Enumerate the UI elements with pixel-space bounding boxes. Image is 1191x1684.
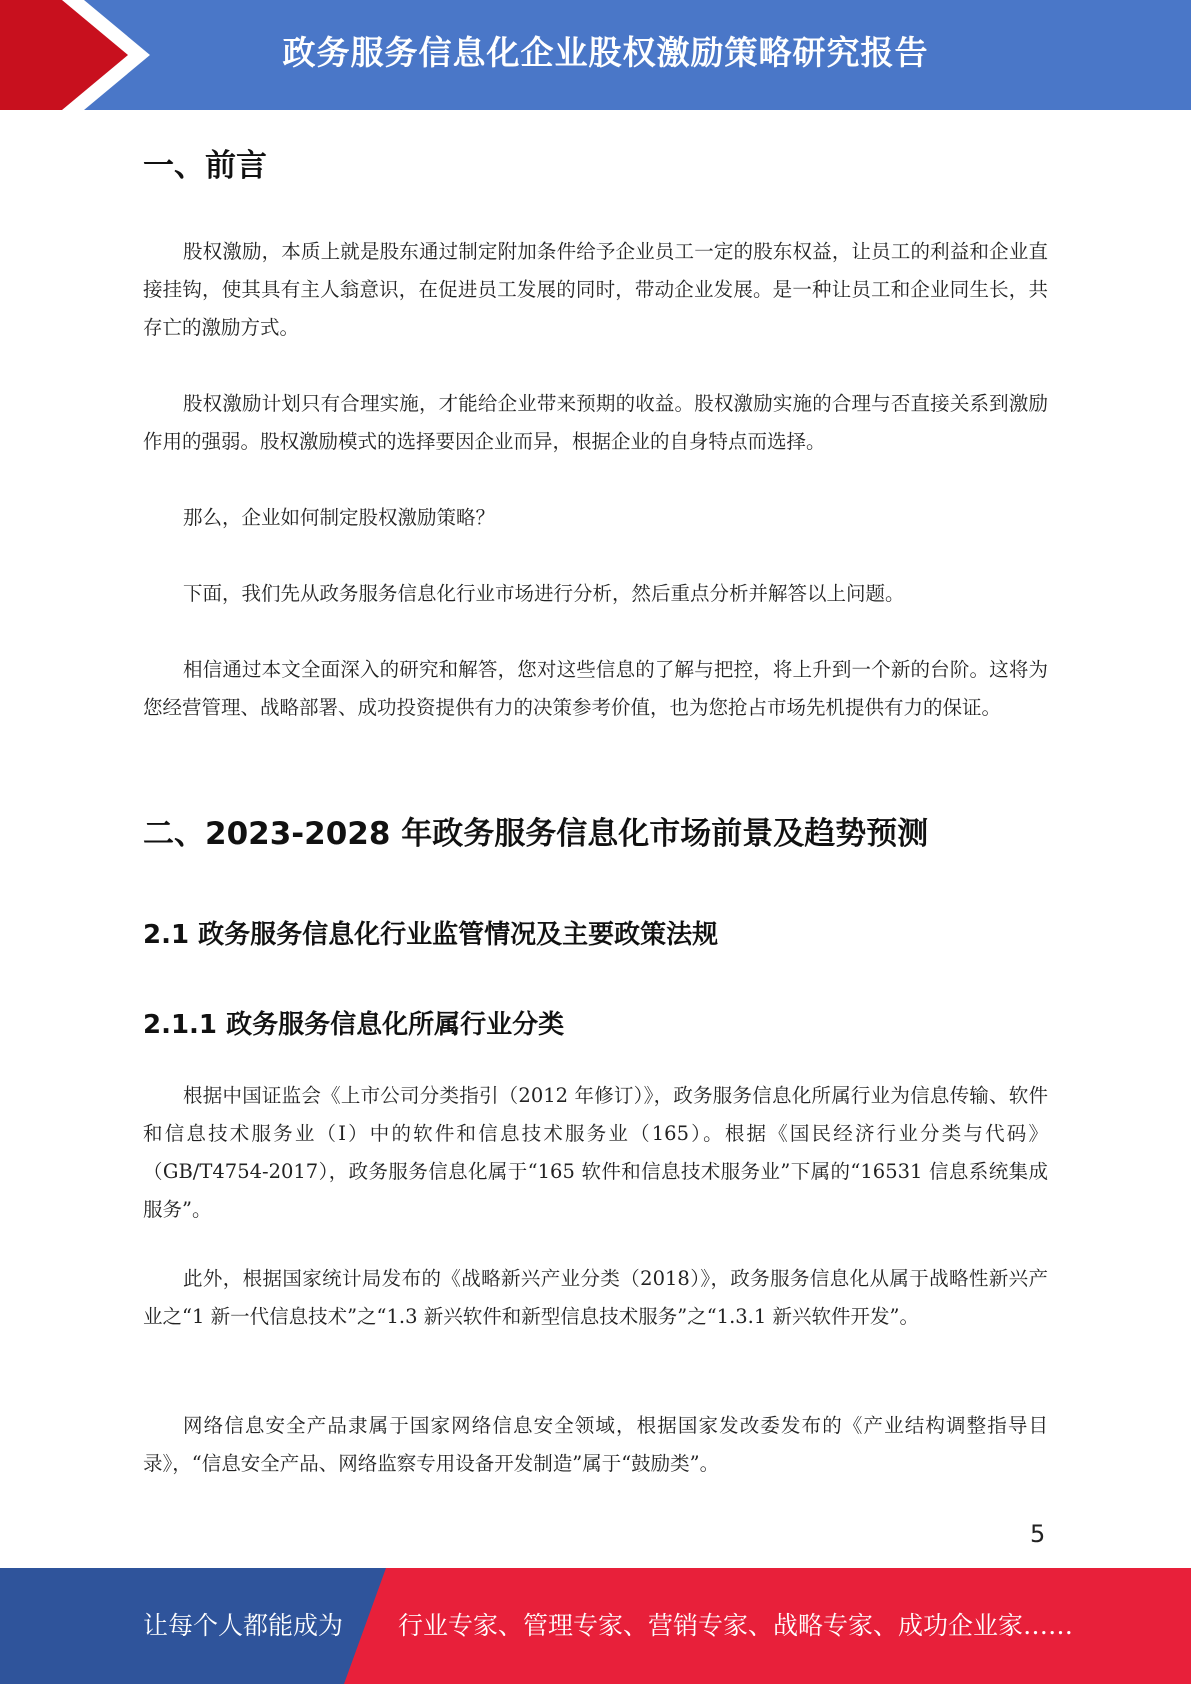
footer-banner xyxy=(0,1568,1191,1684)
footer-slogan-right: 行业专家、管理专家、营销专家、战略专家、成功企业家…… xyxy=(398,1611,1074,1640)
footer-slogan-left: 让每个人都能成为 xyxy=(143,1611,344,1640)
report-title: 政务服务信息化企业股权激励策略研究报告 xyxy=(282,33,929,72)
header-banner xyxy=(0,0,1191,110)
paragraph: 此外，根据国家统计局发布的《战略新兴产业分类（2018）》，政务服务信息化从属于战略性新兴产业之“1 新一代信息技术”之“1.3 新兴软件和新型信息技术服务”之“1.3.1 新兴软件开发”。 xyxy=(143,1267,1048,1328)
paragraph: 那么，企业如何制定股权激励策略？ xyxy=(183,506,496,529)
section-heading-market-outlook: 二、2023-2028 年政务服务信息化市场前景及趋势预测 xyxy=(143,816,929,852)
paragraph: 相信通过本文全面深入的研究和解答，您对这些信息的了解与把控，将上升到一个新的台阶。这将为您经营管理、战略部署、成功投资提供有力的决策参考价值，也为您抢占市场先机提供有力的保证。 xyxy=(143,658,1048,719)
paragraph: 网络信息安全产品隶属于国家网络信息安全领域，根据国家发改委发布的《产业结构调整指导目录》，“信息安全产品、网络监察专用设备开发制造”属于“鼓励类”。 xyxy=(143,1414,1048,1475)
section-heading-preface: 一、前言 xyxy=(143,148,267,184)
paragraph: 股权激励计划只有合理实施，才能给企业带来预期的收益。股权激励实施的合理与否直接关系到激励作用的强弱。股权激励模式的选择要因企业而异，根据企业的自身特点而选择。 xyxy=(143,392,1048,453)
paragraph: 下面，我们先从政务服务信息化行业市场进行分析，然后重点分析并解答以上问题。 xyxy=(183,582,905,605)
subsection-heading-2-1-1: 2.1.1 政务服务信息化所属行业分类 xyxy=(143,1010,565,1040)
subsection-heading-2-1: 2.1 政务服务信息化行业监管情况及主要政策法规 xyxy=(143,920,719,950)
paragraph: 根据中国证监会《上市公司分类指引（2012 年修订）》，政务服务信息化所属行业为信息传输、软件和信息技术服务业（I）中的软件和信息技术服务业（165）。根据《国民经济行业分类与代码》（GB/T4754-2017），政务服务信息化属于“165 软件和信息技术服务业”下属的“16531 信息系统集成服务”。 xyxy=(143,1084,1048,1221)
page-number: 5 xyxy=(1030,1520,1046,1548)
paragraph: 股权激励，本质上就是股东通过制定附加条件给予企业员工一定的股东权益，让员工的利益和企业直接挂钩，使其具有主人翁意识，在促进员工发展的同时，带动企业发展。是一种让员工和企业同生长，共存亡的激励方式。 xyxy=(143,240,1048,339)
